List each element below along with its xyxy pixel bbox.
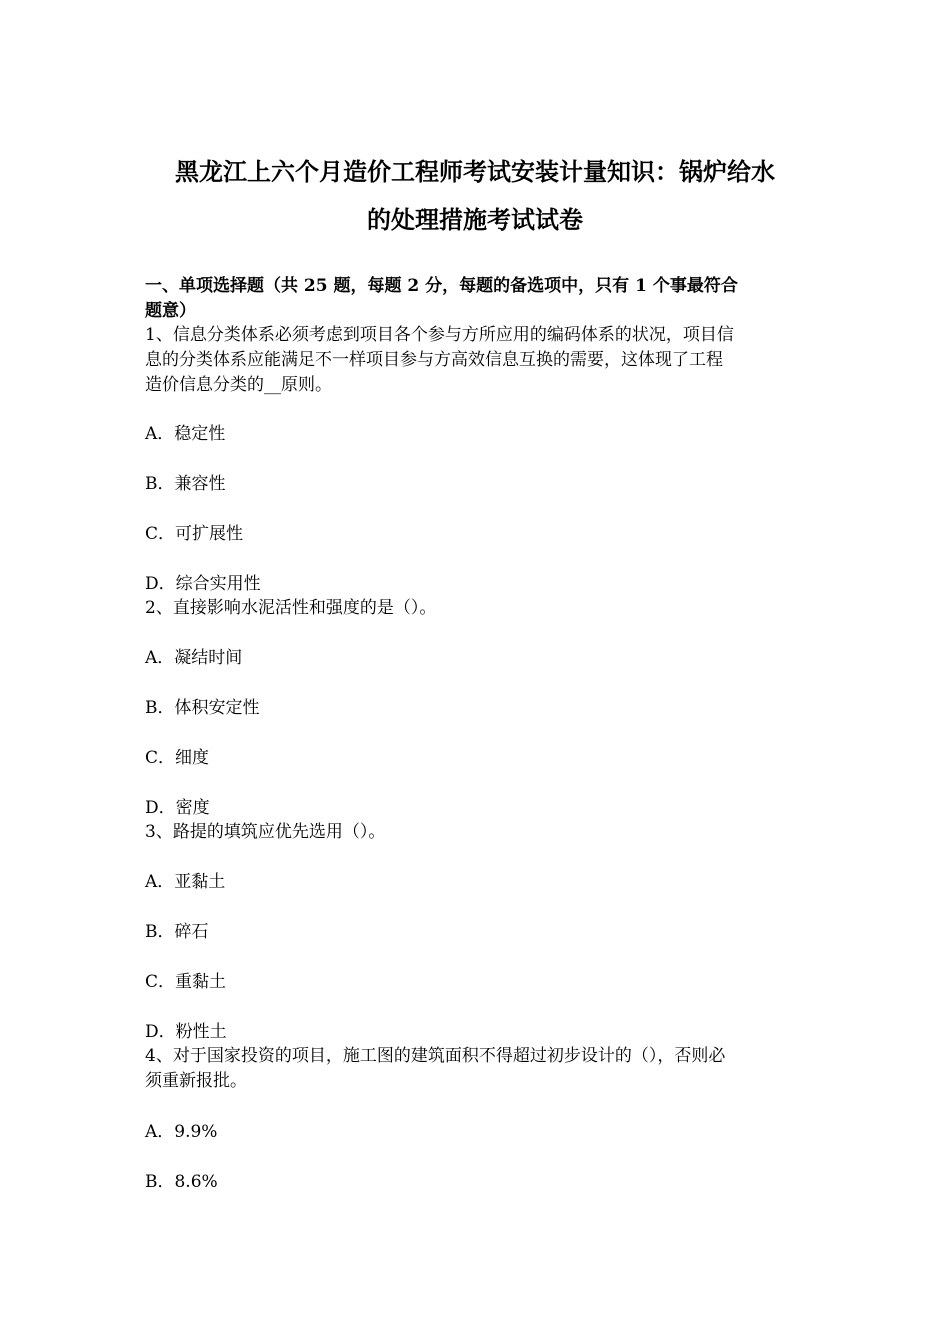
question-1-option-d: D．综合实用性 (145, 574, 261, 594)
question-1-option-a: A．稳定性 (145, 424, 226, 444)
question-3-option-d: D．粉性土 (145, 1022, 227, 1042)
question-2-option-b: B．体积安定性 (145, 698, 260, 718)
question-4-stem-line-2: 须重新报批。 (145, 1071, 247, 1091)
question-1-stem-line-1: 1、信息分类体系必须考虑到项目各个参与方所应用的编码体系的状况，项目信 (145, 325, 734, 345)
section-heading-line-2: 题意） (145, 301, 196, 321)
question-2-option-c: C．细度 (145, 748, 210, 768)
question-4-option-b: B．8.6% (145, 1172, 218, 1192)
question-2-option-d: D．密度 (145, 798, 210, 818)
question-1-option-c: C．可扩展性 (145, 524, 244, 544)
document-title-line-1: 黑龙江上六个月造价工程师考试安装计量知识：锅炉给水 (175, 157, 775, 186)
question-2-option-a: A．凝结时间 (145, 648, 243, 668)
document-title-line-2: 的处理措施考试试卷 (367, 205, 583, 234)
question-3-option-b: B．碎石 (145, 922, 209, 942)
question-3-option-a: A．亚黏土 (145, 872, 226, 892)
question-4-option-a: A．9.9% (145, 1122, 218, 1142)
question-2-stem-line-1: 2、直接影响水泥活性和强度的是（）。 (145, 598, 437, 618)
question-4-stem-line-1: 4、对于国家投资的项目，施工图的建筑面积不得超过初步设计的（），否则必 (145, 1046, 726, 1066)
question-3-option-c: C．重黏土 (145, 972, 227, 992)
section-heading-line-1: 一、单项选择题（共 25 题，每题 2 分，每题的备选项中，只有 1 个事最符合 (145, 276, 738, 296)
question-1-stem-line-2: 息的分类体系应能满足不一样项目参与方高效信息互换的需要，这体现了工程 (145, 350, 723, 370)
question-1-stem-line-3: 造价信息分类的__原则。 (145, 375, 332, 395)
question-3-stem-line-1: 3、路提的填筑应优先选用（）。 (145, 822, 386, 842)
question-1-option-b: B．兼容性 (145, 474, 226, 494)
